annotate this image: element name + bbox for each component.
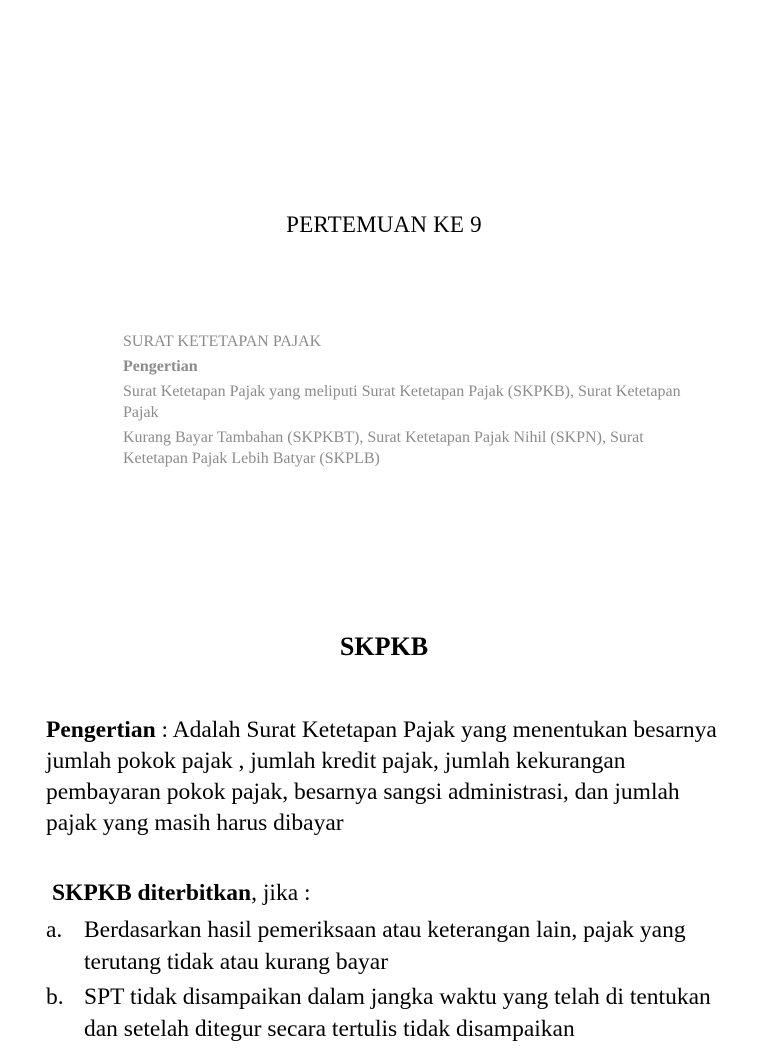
- subtitle-pengertian-label: Pengertian: [123, 358, 198, 375]
- definition-label: Pengertian: [46, 717, 156, 743]
- slide-subtitle-block: [123, 331, 683, 473]
- list-marker: a.: [46, 917, 63, 943]
- list-item: [46, 981, 746, 1045]
- subtitle-paragraph: Kurang Bayar Tambahan (SKPKBT), Surat Ketetapan Pajak Nihil (SKPN), Surat Ketetapan Pajak Lebih Batyar (SKPLB): [123, 429, 644, 467]
- issuance-heading: [52, 878, 311, 909]
- issuance-label: SKPKB diterbitkan: [52, 880, 252, 906]
- definition-text: : Adalah Surat Ketetapan Pajak yang menentukan besarnya jumlah pokok pajak , jumlah kredit pajak, jumlah kekurangan pembayaran pokok pajak, besarnya sangsi administrasi, dan jumlah pajak yang masih harus dibayar: [46, 717, 717, 836]
- subtitle-heading: SURAT KETETAPAN PAJAK: [123, 333, 322, 350]
- list-item: [46, 914, 746, 978]
- definition-paragraph: [46, 715, 736, 839]
- list-item-text: Berdasarkan hasil pemeriksaan atau keterangan lain, pajak yang terutang tidak atau kurang bayar: [84, 917, 686, 975]
- subtitle-paragraph: Surat Ketetapan Pajak yang meliputi Surat Ketetapan Pajak (SKPKB), Surat Ketetapan Pajak: [123, 383, 681, 421]
- slide-title: PERTEMUAN KE 9: [286, 212, 482, 237]
- slide-title: SKPKB: [339, 632, 429, 661]
- issuance-suffix: , jika :: [251, 880, 311, 906]
- list-item-text: SPT tidak disampaikan dalam jangka waktu yang telah di tentukan dan setelah ditegur secara tertulis tidak disampaikan: [84, 984, 711, 1042]
- condition-list: [46, 914, 746, 1048]
- list-marker: b.: [46, 984, 64, 1010]
